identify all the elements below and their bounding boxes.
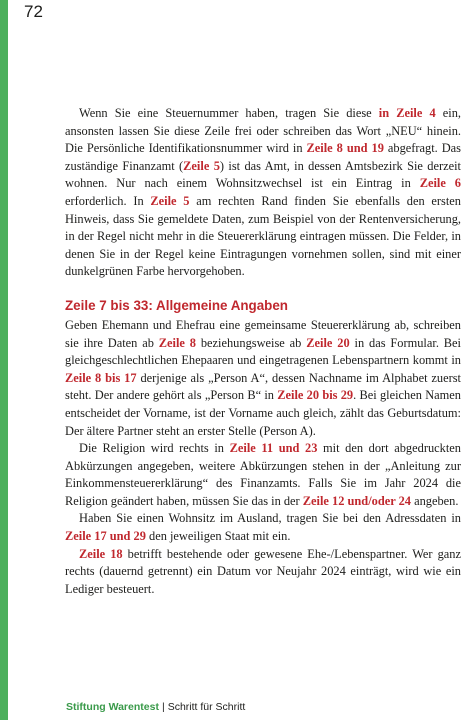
footer-brand: Stiftung Warentest: [66, 701, 159, 713]
line-reference: Zeile 12 und/oder 24: [302, 493, 411, 508]
page-footer: [66, 701, 245, 714]
body-paragraph: [65, 440, 461, 510]
text-run: . Bei gleichen Namen entscheidet der Vorname, ist der Vorname auch gleich, zählt das Geburtsdatum: Der ältere Partner steht an erster Stelle (Person A).: [65, 388, 461, 438]
text-run: Die Religion wird rechts in: [79, 441, 230, 456]
text-run: den jeweiligen Staat mit ein.: [145, 529, 291, 544]
text-run: beziehungsweise ab: [195, 335, 307, 350]
line-reference: Zeile 5: [183, 158, 220, 173]
line-reference: Zeile 6: [419, 176, 461, 191]
line-reference: Zeile 20: [306, 335, 350, 350]
text-run: in das Formular. Bei gleichgeschlechtlichen Ehepaaren und eingetragenen Lebenspartnern kommt in: [65, 335, 461, 368]
intro-section: [65, 105, 461, 281]
line-reference: Zeile 17 und 29: [65, 529, 146, 544]
text-run: Geben Ehemann und Ehefrau eine gemeinsame Steuererklärung ab, schreiben sie ihre Daten ab: [65, 317, 461, 350]
text-run: derjenige als „Person A“, dessen Nachname im Alphabet zuerst steht. Der andere gehört als „Person B“ in: [65, 370, 461, 403]
accent-bar: [0, 0, 8, 720]
text-run: mit den dort abgedruckten Abkürzungen angegeben, weitere Abkürzungen stehen in der „Anleitung zur Einkommensteuererklärung“ des Finanzamts. Falls Sie im Jahr 2024 die Religion geändert haben, müssen Sie das in der: [65, 441, 461, 508]
text-run: ein, ansonsten lassen Sie diese Zeile frei oder schreiben das Wort „NEU“ hinein. Die Persönliche Identifikationsnummer wird in: [65, 106, 461, 156]
line-reference: Zeile 8: [158, 335, 196, 350]
text-run: erforderlich. In: [65, 193, 151, 208]
footer-series: Schritt für Schritt: [167, 701, 246, 713]
text-run: ) ist das Amt, in dessen Amtsbezirk Sie derzeit wohnen. Nur nach einem Wohnsitzwechsel ist ein Eintrag in: [65, 158, 461, 191]
body-paragraph: [65, 510, 461, 545]
line-reference: Zeile 5: [150, 193, 190, 208]
text-run: am rechten Rand finden Sie ebenfalls den ersten Hinweis, dass Sie gemeldete Daten, zum Beispiel von der Rentenversicherung, in der Regel nicht mehr in die Steuererklärung eintragen müssen. Die Felder, in denen Sie in der Regel keine Eintragungen vornehmen sollen, sind mit einer dunkelgrünen Farbe hervorgehoben.: [65, 193, 461, 279]
page-content: [65, 105, 461, 598]
text-run: Haben Sie einen Wohnsitz im Ausland, tragen Sie bei den Adressdaten in: [79, 511, 461, 526]
section-heading: Zeile 7 bis 33: Allgemeine Angaben: [65, 297, 288, 313]
text-run: abgefragt. Das zuständige Finanzamt (: [65, 141, 462, 173]
body-paragraph: [65, 546, 461, 599]
body-paragraph: [65, 105, 461, 281]
text-run: betrifft bestehende oder gewesene Ehe-/Lebenspartner. Wer ganz rechts (dauernd getrennt) ein Datum vor Neujahr 2024 einträgt, wird wie ein Lediger besteuert.: [65, 546, 462, 596]
line-reference: Zeile 11 und 23: [229, 441, 318, 456]
line-reference: Zeile 8 bis 17: [65, 370, 137, 385]
body-paragraph: [65, 317, 461, 440]
line-reference: Zeile 20 bis 29: [277, 388, 354, 403]
text-run: Wenn Sie eine Steuernummer haben, tragen Sie diese: [79, 106, 379, 120]
line-reference: Zeile 8 und 19: [306, 141, 384, 156]
line-reference: in Zeile 4: [378, 106, 436, 120]
page-number: 72: [24, 2, 43, 21]
text-run: angeben.: [410, 493, 459, 508]
footer-separator: |: [161, 701, 165, 713]
line-reference: Zeile 18: [79, 546, 123, 561]
general-info-section: [65, 317, 461, 599]
